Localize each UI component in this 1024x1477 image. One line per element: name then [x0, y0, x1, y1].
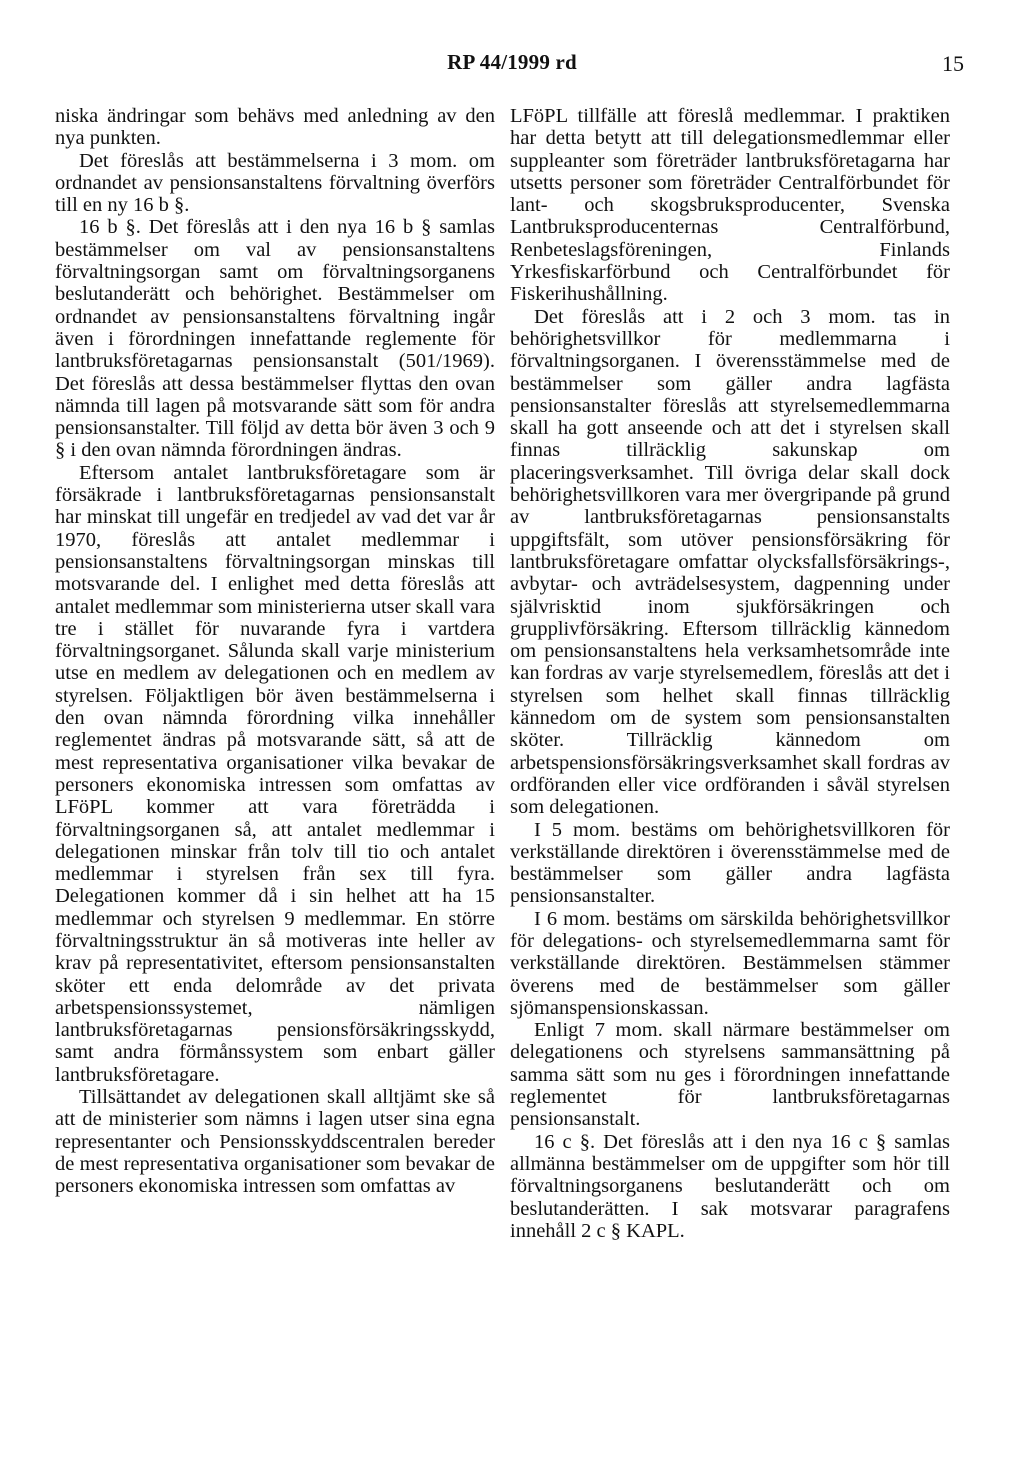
right-column — [510, 105, 950, 1242]
paragraph: Det föreslås att bestämmelserna i 3 mom. om ordnandet av pensionsanstaltens förvaltning överförs till en ny 16 b §. — [55, 149, 495, 217]
paragraph: Eftersom antalet lantbruksföretagare som är försäkrade i lantbruksföretagarnas pensionsanstalt har minskat till ungefär en tredjedel av vad det var år 1970, föreslås att antalet medlemmar i pensionsanstaltens förvaltningsorgan minskas till motsvarande del. I enlighet med detta föreslås att antalet medlemmar som ministerierna utser skall vara tre i stället för nuvarande fyra i vartdera förvaltningsorganet. Sålunda skall varje ministerium utse en medlem av delegationen och en medlem av styrelsen. Följaktligen bör även bestämmelserna i den ovan nämnda förordning vilka innehåller reglementet ändras på motsvarande sätt, så att de mest representativa organisationer vilka bevakar de personers ekonomiska intressen som omfattas av LFöPL kommer att vara företrädda i förvaltningsorganen så, att antalet medlemmar i delegationen minskar från tolv till tio och antalet medlemmar i styrelsen från sex till fyra. Delegationen kommer då i sin helhet att ha 15 medlemmar och styrelsen 9 medlemmar. En större förvaltningsstruktur än så motiveras inte heller av krav på representativitet, eftersom pensionsanstalten sköter ett enda delområde av det privata arbetspensionssystemet, nämligen lantbruksföretagarnas pensionsförsäkringsskydd, samt andra förmånssystem som enbart gäller lantbruksföretagare. — [55, 461, 495, 1086]
paragraph: I 6 mom. bestäms om särskilda behörighetsvillkor för delegations- och styrelsemedlemmarna samt för verkställande direktören. Bestämmelsen stämmer överens med de bestämmelser som gäller sjömanspensionskassan. — [510, 907, 950, 1019]
page-header — [0, 50, 1024, 80]
paragraph: Tillsättandet av delegationen skall alltjämt ske så att de ministerier som nämns i lagen utser sina egna representanter och Pensionsskyddscentralen bereder de mest representativa organisationer som bevakar de personers ekonomiska intressen som omfattas av — [55, 1086, 495, 1198]
left-column — [55, 105, 495, 1198]
page-number: 15 — [942, 51, 964, 76]
paragraph: 16 b §. Det föreslås att i den nya 16 b § samlas bestämmelser om val av pensionsanstaltens förvaltningsorgan samt om förvaltningsorganens beslutanderätt och behörighet. Bestämmelser om ordnandet av pensionsanstaltens förvaltning ingår även i förordningen innefattande reglemente för lantbruksföretagarnas pensionsanstalt (501/1969). Det föreslås att dessa bestämmelser flyttas den ovan nämnda till lagen på motsvarande sätt som för andra pensionsanstalter. Till följd av detta bör även 3 och 9 § i den ovan nämnda förordningen ändras. — [55, 216, 495, 462]
paragraph: 16 c §. Det föreslås att i den nya 16 c § samlas allmänna bestämmelser om de uppgifter som hör till förvaltningsorganens beslutanderätt och om beslutanderätten. I sak motsvarar paragrafens innehåll 2 c § KAPL. — [510, 1130, 950, 1242]
paragraph: Enligt 7 mom. skall närmare bestämmelser om delegationens och styrelsens sammansättning på samma sätt som nu ges i förordningen innefattande reglementet för lantbruksföretagarnas pensionsanstalt. — [510, 1019, 950, 1131]
paragraph: niska ändringar som behävs med anledning av den nya punkten. — [55, 105, 495, 150]
paragraph: Det föreslås att i 2 och 3 mom. tas in behörighetsvillkor för medlemmarna i förvaltningsorganen. I överensstämmelse med de bestämmelser som gäller andra lagfästa pensionsanstalter föreslås att styrelsemedlemmarna skall ha gott anseende och att det i styrelsen skall finnas tillräcklig sakunskap om placeringsverksamhet. Till övriga delar skall dock behörighetsvillkoren vara mer övergripande på grund av lantbruksföretagarnas pensionsanstalts uppgiftsfält, som utöver pensionsförsäkring för lantbruksföretagare omfattar olycksfallsförsäkrings-, avbytar- och avträdelsesystem, dagpenning under självrisktid inom sjukförsäkringen och grupplivförsäkring. Eftersom tillräcklig kännedom om pensionsanstaltens hela verksamhetsområde inte kan fordras av varje styrelsemedlem, föreslås att det i styrelsen som helhet skall finnas tillräcklig kännedom om de system som pensionsanstalten sköter. Tillräcklig kännedom om arbetspensionsförsäkringsverksamhet skall fordras av ordföranden eller vice ordföranden i såväl styrelsen som delegationen. — [510, 305, 950, 819]
paragraph: LFöPL tillfälle att föreslå medlemmar. I praktiken har detta betytt att till delegationsmedlemmar eller suppleanter som företräder lantbruksföretagarna har utsetts personer som företräder Centralförbundet för lant- och skogsbruksproducenter, Svenska Lantbruksproducenternas Centralförbund, Renbeteslagsföreningen, Finlands Yrkesfiskarförbund och Centralförbundet för Fiskerihushållning. — [510, 105, 950, 306]
paragraph: I 5 mom. bestäms om behörighetsvillkoren för verkställande direktören i överensstämmelse med de bestämmelser som gäller andra lagfästa pensionsanstalter. — [510, 818, 950, 908]
document-reference: RP 44/1999 rd — [447, 50, 577, 74]
